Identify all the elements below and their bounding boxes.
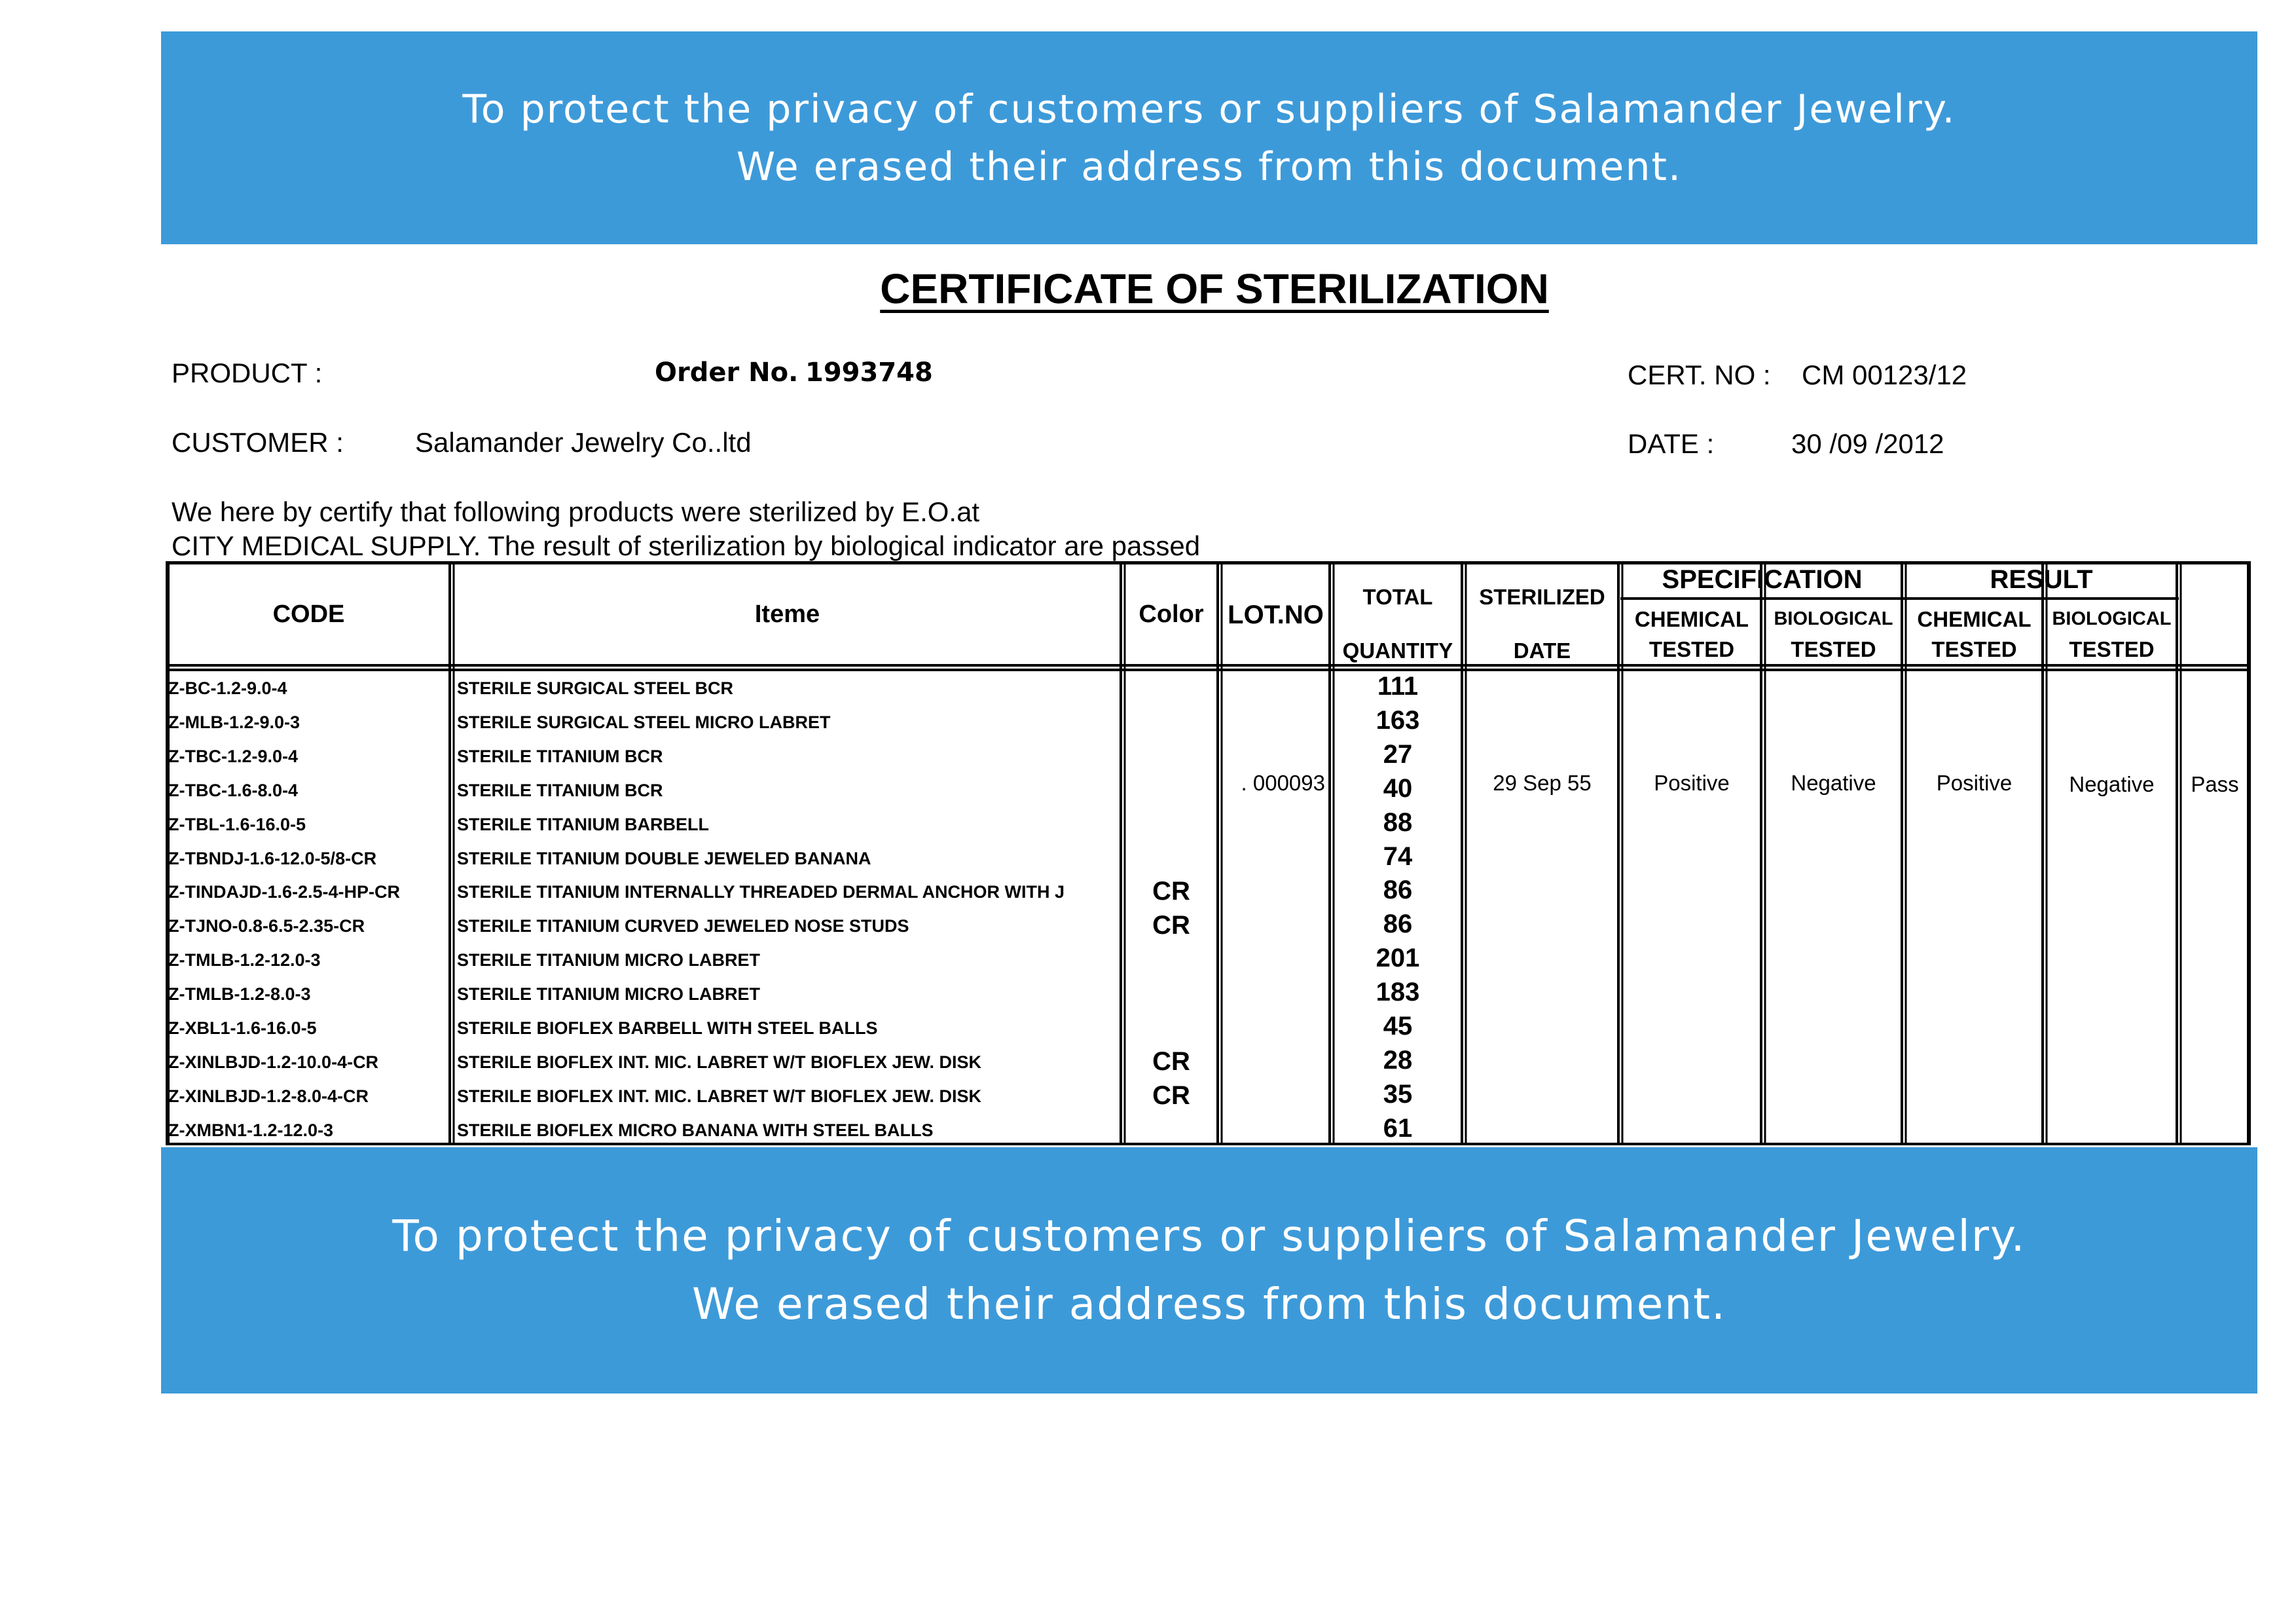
row-item: STERILE TITANIUM INTERNALLY THREADED DERMAL ANCHOR WITH J — [457, 882, 1065, 902]
header-quantity: QUANTITY — [1342, 638, 1453, 663]
header-result-chemical-tested: TESTED — [1931, 637, 2017, 661]
row-code: Z-XINLBJD-1.2-8.0-4-CR — [168, 1086, 369, 1106]
privacy-banner-top — [161, 31, 2257, 244]
row-code: Z-MLB-1.2-9.0-3 — [168, 712, 301, 732]
header-color: Color — [1139, 600, 1204, 628]
header-date: DATE — [1513, 638, 1571, 663]
row-item: STERILE TITANIUM DOUBLE JEWELED BANANA — [457, 848, 871, 868]
certificate-title: CERTIFICATE OF STERILIZATION — [880, 265, 1549, 312]
privacy-banner-bottom — [161, 1147, 2257, 1393]
cert-label: CERT. NO : — [1628, 360, 1771, 390]
row-item: STERILE SURGICAL STEEL BCR — [457, 678, 734, 698]
row-quantity: 86 — [1383, 876, 1413, 905]
row-quantity: 86 — [1383, 910, 1413, 939]
row-code: Z-TMLB-1.2-8.0-3 — [168, 984, 311, 1005]
row-item: STERILE BIOFLEX BARBELL WITH STEEL BALLS — [457, 1018, 878, 1038]
statement-line-2: CITY MEDICAL SUPPLY. The result of sterilization by biological indicator are passed — [172, 530, 1201, 561]
header-specification: SPECIFICATION — [1662, 565, 1863, 594]
row-code: Z-BC-1.2-9.0-4 — [168, 678, 287, 698]
date-label: DATE : — [1628, 428, 1715, 459]
row-color: CR — [1152, 911, 1190, 940]
row-item: STERILE TITANIUM MICRO LABRET — [457, 950, 760, 970]
banner-line-2: We erased their address from this document. — [691, 1279, 1727, 1329]
spec-biological-result: Negative — [1791, 771, 1876, 795]
row-code: Z-TBNDJ-1.6-12.0-5/8-CR — [168, 848, 377, 868]
row-quantity: 40 — [1383, 773, 1413, 803]
row-quantity: 35 — [1383, 1079, 1413, 1109]
header-spec-chemical-tested: TESTED — [1649, 637, 1735, 661]
header-lot-no: LOT.NO — [1228, 600, 1324, 629]
header-spec-biological-tested: TESTED — [1791, 637, 1876, 661]
row-quantity: 201 — [1376, 944, 1420, 973]
row-code: Z-TMLB-1.2-12.0-3 — [168, 950, 321, 970]
row-item: STERILE BIOFLEX INT. MIC. LABRET W/T BIOFLEX JEW. DISK — [457, 1052, 982, 1072]
row-code: Z-TJNO-0.8-6.5-2.35-CR — [168, 916, 365, 936]
row-color: CR — [1152, 1080, 1190, 1110]
row-item: STERILE TITANIUM BCR — [457, 780, 663, 800]
order-label: Order No. — [655, 358, 799, 388]
final-result: Pass — [2191, 772, 2239, 796]
row-code: Z-TINDAJD-1.6-2.5-4-HP-CR — [168, 882, 401, 902]
row-quantity: 45 — [1383, 1012, 1413, 1041]
row-quantity: 74 — [1383, 841, 1413, 871]
row-code: Z-TBC-1.6-8.0-4 — [168, 780, 299, 800]
order-number: 1993748 — [805, 358, 933, 388]
header-result-biological-tested: TESTED — [2069, 637, 2155, 661]
header-sterilized: STERILIZED — [1479, 585, 1605, 609]
spec-chemical-result: Positive — [1654, 771, 1730, 795]
header-result-biological: BIOLOGICAL — [2052, 608, 2172, 629]
row-quantity: 27 — [1383, 739, 1413, 769]
header-result: RESULT — [1990, 565, 2093, 594]
product-label: PRODUCT : — [172, 358, 323, 388]
row-code: Z-TBL-1.6-16.0-5 — [168, 814, 306, 834]
row-item: STERILE TITANIUM MICRO LABRET — [457, 984, 760, 1005]
statement-line-1: We here by certify that following products were sterilized by E.O.at — [172, 496, 980, 527]
banner-line-1: To protect the privacy of customers or suppliers of Salamander Jewelry. — [462, 86, 1956, 132]
row-item: STERILE TITANIUM BCR — [457, 746, 663, 766]
row-code: Z-XMBN1-1.2-12.0-3 — [168, 1120, 334, 1140]
row-code: Z-XBL1-1.6-16.0-5 — [168, 1018, 317, 1038]
customer-name: Salamander Jewelry Co..ltd — [415, 427, 752, 458]
certificate-date: 30 /09 /2012 — [1791, 428, 1944, 459]
row-quantity: 111 — [1377, 672, 1419, 701]
row-item: STERILE SURGICAL STEEL MICRO LABRET — [457, 712, 831, 732]
header-spec-chemical: CHEMICAL — [1634, 607, 1749, 631]
banner-line-1: To protect the privacy of customers or suppliers of Salamander Jewelry. — [392, 1211, 2026, 1261]
header-item: Iteme — [754, 600, 820, 628]
row-quantity: 183 — [1376, 978, 1420, 1007]
row-quantity: 163 — [1376, 705, 1420, 735]
result-chemical-value: Positive — [1936, 771, 2013, 795]
row-item: STERILE TITANIUM CURVED JEWELED NOSE STUDS — [457, 916, 909, 936]
header-total: TOTAL — [1362, 585, 1433, 609]
row-quantity: 61 — [1383, 1113, 1413, 1143]
customer-label: CUSTOMER : — [172, 427, 344, 458]
sterilized-date: 29 Sep 55 — [1493, 771, 1592, 795]
row-code: Z-XINLBJD-1.2-10.0-4-CR — [168, 1052, 379, 1072]
row-item: STERILE BIOFLEX INT. MIC. LABRET W/T BIOFLEX JEW. DISK — [457, 1086, 982, 1106]
row-code: Z-TBC-1.2-9.0-4 — [168, 746, 299, 766]
header-code: CODE — [272, 600, 345, 628]
banner-line-2: We erased their address from this document. — [736, 143, 1683, 190]
lot-number: . 000093 — [1241, 771, 1325, 795]
row-quantity: 28 — [1383, 1045, 1413, 1075]
row-item: STERILE BIOFLEX MICRO BANANA WITH STEEL BALLS — [457, 1120, 934, 1140]
row-color: CR — [1152, 877, 1190, 906]
result-biological-value: Negative — [2069, 772, 2155, 796]
cert-number: CM 00123/12 — [1802, 360, 1967, 390]
header-result-chemical: CHEMICAL — [1917, 607, 2032, 631]
header-spec-biological: BIOLOGICAL — [1774, 608, 1893, 629]
row-color: CR — [1152, 1046, 1190, 1076]
row-item: STERILE TITANIUM BARBELL — [457, 814, 709, 834]
sterilization-table — [166, 561, 2251, 1145]
row-quantity: 88 — [1383, 807, 1413, 837]
